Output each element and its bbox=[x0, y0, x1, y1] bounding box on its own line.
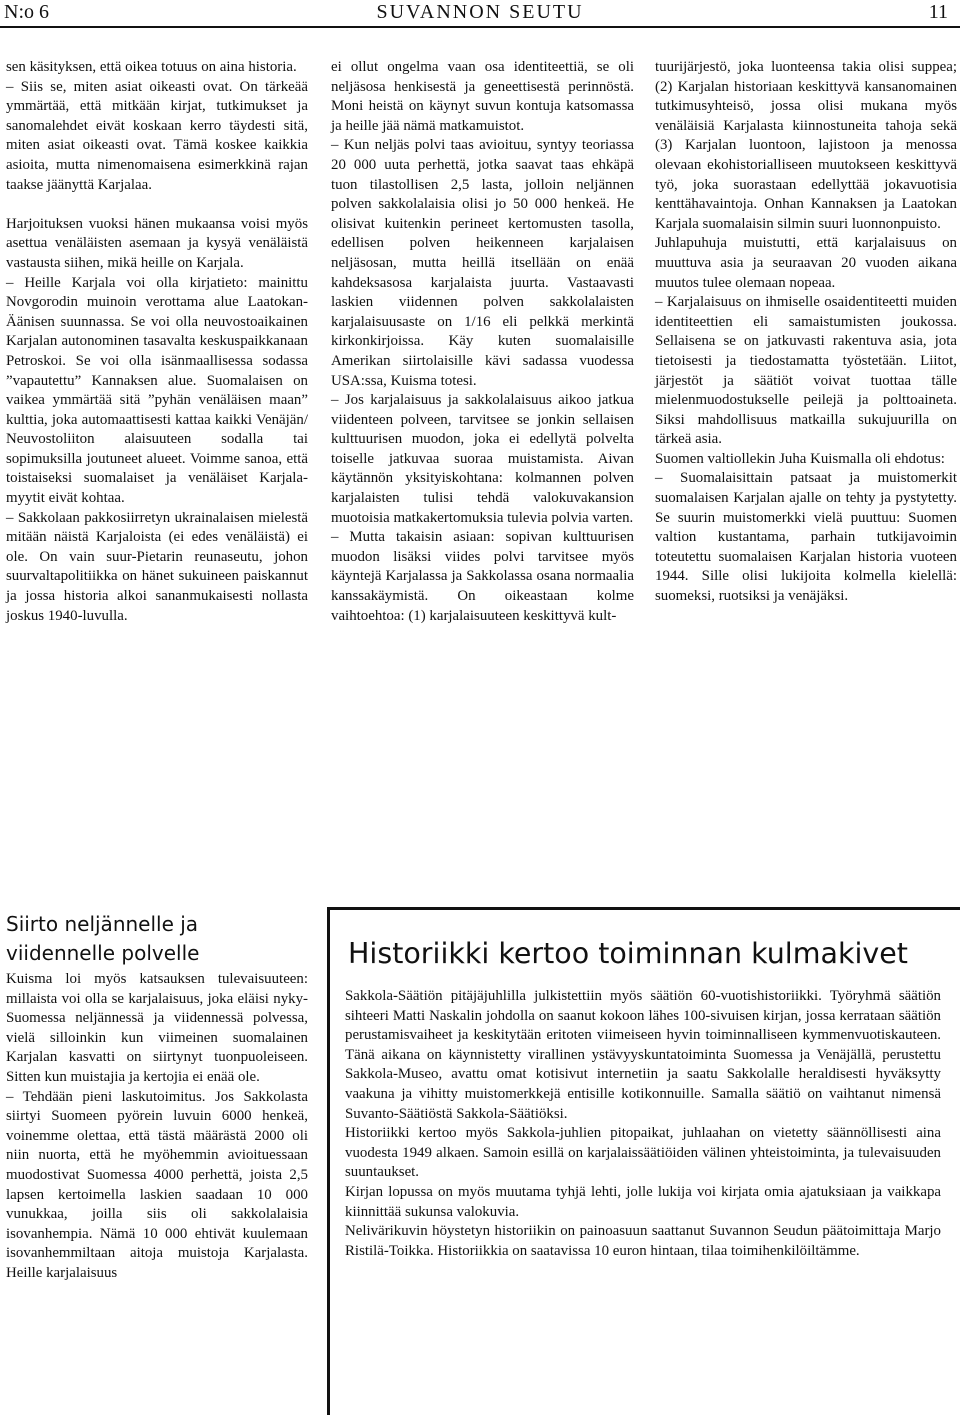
issue-number: N:o 6 bbox=[4, 1, 49, 23]
paragraph: – Karjalaisuus on ihmiselle osaidentiteetti muiden identiteettien eli samaistumisten joukossa. Sellaisena se on jatkuvasti rakentuva asia, jota tietoisesti ja tiedostamatta työstetään. Liitot, järjestöt ja säätiöt voivat tuottaa tälle mielenmuodostukselle peilejä ja polttoaineta. Siksi mahdollisuus matkailla sukujuurilla on tärkeä asia. bbox=[655, 294, 957, 448]
paragraph: ei ollut ongelma vaan osa identiteettiä, se oli neljäsosa henkisestä ja geneettisestä perinnöstä. Moni heistä on käynyt suvun kontuja katsomassa ja heille jää nämä matkamuistot. bbox=[331, 59, 634, 134]
article-column-3 bbox=[655, 58, 957, 607]
paragraph: Kuisma loi myös katsauksen tulevaisuuteen: millaista voi olla se karjalaisuus, joka eläisi nyky-Suomessa neljännessä ja viidennessä polvessa, vielä silloinkin kun viimeinen suomalainen Karjalan kasvatti on siirtynyt tuonpuoleiseen. Sitten kun muistajia ja kertojia ei enää ole. bbox=[6, 971, 308, 1085]
paragraph: Suomen valtiollekin Juha Kuismalla oli ehdotus: bbox=[655, 450, 945, 467]
paragraph: – Mutta takaisin asiaan: sopivan kulttuurisen muodon lisäksi viides polvi tarvitsee myös käyntejä Karjalassa ja Sakkolassa osana normaalia kanssakäymistä. On oikeastaan kolme vaihtoehtoa: (1) karjalaisuuteen keskittyvä kult- bbox=[331, 529, 634, 624]
paragraph: Nelivärikuvin höystetyn historiikin on painoasuun saattanut Suvannon Seudun päätoimittaja Marjo Ristilä-Toikka. Historiikkia on saatavissa 10 euron hintaan, tilaa toimihenkilöiltämme. bbox=[345, 1223, 941, 1259]
page-header bbox=[0, 0, 960, 26]
box-body bbox=[345, 987, 941, 1261]
paragraph: Harjoituksen vuoksi hänen mukaansa voisi myös asettua venäläisten asemaan ja kysyä venäläistä vastausta siihen, mikä heille on Karjala. bbox=[6, 215, 308, 271]
paragraph: tuurijärjestö, joka luonteensa takia olisi suppea; (2) Karjalan historiaan keskittyvä kansanomainen tutkimusyhteisö, jossa olisi mukana myös venäläisiä Karjalasta kiinnostuneita tahoja sekä (3) Karjalan luontoon, lajistoon ja menossa olevaan ekohistorialliseen muutokseen keskittyvä työ, joka suorastaan edellyttää jokavuotisia kenttähavaintoja. Onhan Kannaksen ja Laatokan Karjala suomalaisin silmin suuri luonnonpuisto. bbox=[655, 59, 957, 232]
subheading: Siirto neljännelle ja viidennelle polvelle bbox=[6, 912, 200, 965]
publication-name: SUVANNON SEUTU bbox=[376, 1, 584, 23]
sidebar-box bbox=[327, 907, 960, 1415]
paragraph: Juhlapuhuja muistutti, että karjalaisuus on muuttuva asia ja seuraavan 20 vuoden aikana muutos tulee olemaan nopeaa. bbox=[655, 235, 957, 291]
article-column-1-continued bbox=[6, 910, 308, 1284]
paragraph: – Heille Karjala voi olla kirjatieto: mainittu Novgorodin muinoin verottama alue Laatokan-Äänisen suunnassa. Se voi olla neuvostoaikainen Karjalan autonominen tasavalta keskuspaikkanaan Petroskoi. Se voi olla isänmaallisessa sodassa ”vapautettu” Kannaksen alue. Suomalaisen on vaikea ymmärtää sitä ”pyhän venäläisen maan” kulttia, joka automaattisesti kattaa kaikki Venäjän/ Neuvostoliiton alaisuuteen sodalla tai sopimuksilla joutuneet alueet. Voimme sanoa, että toistaiseksi suomalaiset ja venäläiset Karjala-myytit eivät kohtaa. bbox=[6, 274, 308, 507]
paragraph: sen käsityksen, että oikea totuus on aina historia. bbox=[6, 59, 297, 75]
paragraph: – Sakkolaan pakkosiirretyn ukrainalaisen mielestä mitään näistä Karjaloista (ei edes venäläistä) ei ole. On vain suur-Pietarin reunaseutu, johon suurvaltapolitiikka on hänet sukuineen paiskannut ja jossa historia alkoi sananmukaisesti nollasta joskus 1940-luvulla. bbox=[6, 509, 308, 624]
paragraph: Historiikki kertoo myös Sakkola-juhlien pitopaikat, juhlaahan on vietetty säännöllisesti aina vuodesta 1949 alkaen. Samoin esillä on karjalaissäätiöiden välinen yhteistoiminta, ja tulevaisuuden suuntaukset. bbox=[345, 1125, 941, 1181]
article-column-1 bbox=[6, 58, 308, 626]
page-number: 11 bbox=[928, 1, 948, 23]
header-rule bbox=[0, 26, 960, 28]
paragraph: Sakkola-Säätiön pitäjäjuhlilla julkistettiin myös säätiön 60-vuotishistoriikki. Työryhmä säätiön sihteeri Matti Naskalin johdolla on saanut kokoon lähes 100-sivuisen kirjan, jossa kerrataan säätiön perustamisvaiheet ja keskitytään eritoten viimeiseen hyvin toiminnalliseen kymmenvuotiskauteen. Tänä aikana on käynnistetty virallinen ystävyyskuntatoiminta Suomessa ja Venäjällä, perustettu Sakkola-Museo, avattu omat kotisivut internetiin ja saatu Sakkolalle heraldisesti hyväksytty vaakuna ja vihitty muistomerkkejä entisille kotikonnuille. Samalla säätiö on vaihtanut nimensä Suvanto-Säätiöstä Sakkola-Säätiöksi. bbox=[345, 988, 941, 1122]
article-column-2 bbox=[331, 58, 634, 626]
paragraph: – Tehdään pieni laskutoimitus. Jos Sakkolasta siirtyi Suomeen pyörein luvuin 6000 henkeä, voinemme olettaa, että tästä määrästä 2000 oli niin nuorta, että he myöhemmin avioituessaan muodostivat Suomessa 4000 perhettä, joista 2,5 lapsen kertoimella laskien saadaan 10 000 vunukkaa, joilla siis oli sakkolalaisia isovanhempia. Nämä 10 000 ehtivät kuulemaan isovanhemmiltaan aitoja muistoja Karjalasta. Heille karjalaisuus bbox=[6, 1088, 308, 1281]
paragraph: – Jos karjalaisuus ja sakkolalaisuus aikoo jatkua viidenteen polveen, tarvitsee se jonkin sellaisen kulttuurisen muodon, joka ei edellytä polvelta toiselle jatkuvaa suoraa muistamista. Aivan käytännön yksityiskohtana: kolmannen polven karjalaisten tulisi tehdä valokuvakansion muotoisia matkakertomuksia tulevia polvia varten. bbox=[331, 392, 634, 526]
box-title: Historiikki kertoo toiminnan kulmakivet bbox=[348, 937, 908, 970]
paragraph: – Kun neljäs polvi taas avioituu, syntyy teoriassa 20 000 uuta perhettä, jotka saavat taas ehkäpä tuon tilastollisen 2,5 lasta, jolloin neljännen polven sakkolalaisia olisi jo 50 000 henkeä. He olisivat kuitenkin perineet kertomusten tasolla, edellisen polven heikenneen karjalaisen neljäsosan, mutta heillä itsellään on enää kahdeksasosa karjalaista juurta. Vastaavasti laskien viidennen polven sakkolalaisten karjalaisuusaste on 1/16 eli pelkkä merkintä kirkonkirjoissa. Käy kuten suomalaisille Amerikan siirtolaisille kävi sadassa vuodessa USA:ssa, Kuisma totesi. bbox=[331, 137, 634, 389]
paragraph: – Suomalaisittain patsaat ja muistomerkit suomalaisen Karjalan ajalle on tehty ja pystytetty. Se suurin muistomerkki vielä puuttuu: Suomen valtion kustantama, parhain tutkijavoimin toteutettu suomalaisen Karjalan historia vuoteen 1944. Sille olisi lukijoita kolmella kielellä: suomeksi, ruotsiksi ja venäjäksi. bbox=[655, 470, 957, 605]
paragraph: Kirjan lopussa on myös muutama tyhjä lehti, jolle lukija voi kirjata omia ajatuksiaan ja vaikkapa kiinnittää sukunsa valokuvia. bbox=[345, 1183, 941, 1220]
paragraph: – Siis se, miten asiat oikeasti ovat. On tärkeää ymmärtää, että mitkään kirjat, tutkimukset ja sanomalehdet eivät koskaan kerro täydesti sitä, miten asiat oikeasti ovat. Tämä koskee kaikkia asioita, mutta nimenomaisena esimerkkinä rajan taakse jäänyttä Karjalaa. bbox=[6, 78, 308, 193]
